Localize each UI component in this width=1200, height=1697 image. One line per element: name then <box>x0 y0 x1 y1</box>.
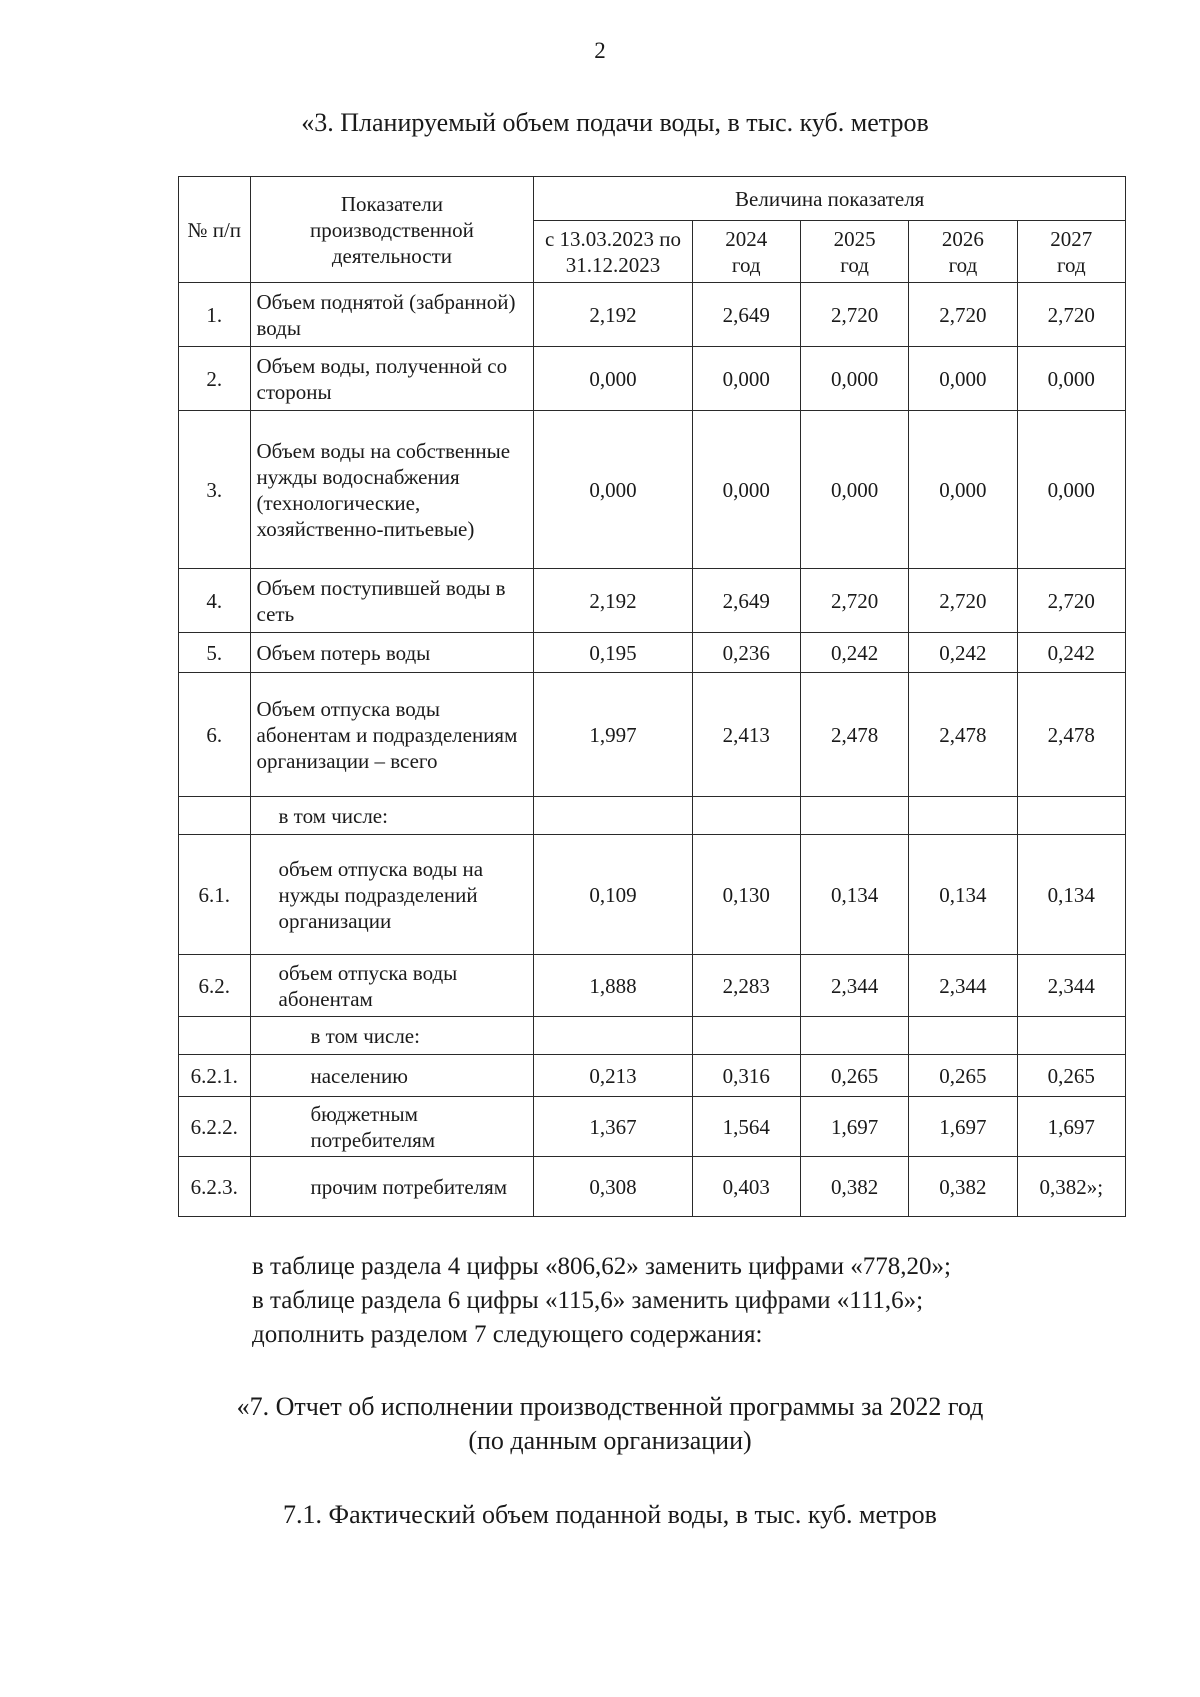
row-value <box>1017 1017 1125 1055</box>
row-name: бюджетным потребителям <box>250 1097 534 1157</box>
header-period: 2025 год <box>800 221 908 283</box>
row-name: прочим потребителям <box>250 1157 534 1217</box>
amendment-line: в таблице раздела 6 цифры «115,6» заменить цифрами «111,6»; <box>252 1287 924 1314</box>
row-value: 0,000 <box>534 347 692 411</box>
row-value: 0,000 <box>800 347 908 411</box>
table-row <box>179 1097 1126 1157</box>
row-value <box>1017 797 1125 835</box>
row-value: 1,367 <box>534 1097 692 1157</box>
row-value: 2,649 <box>692 283 800 347</box>
row-value: 2,344 <box>1017 955 1125 1017</box>
row-name: объем отпуска воды на нужды подразделений организации <box>250 835 534 955</box>
table-row <box>179 569 1126 633</box>
row-value: 0,382 <box>909 1157 1017 1217</box>
section-7-title-line: «7. Отчет об исполнении производственной программы за 2022 год <box>236 1392 984 1421</box>
row-name: Объем потерь воды <box>250 633 534 673</box>
row-value: 0,403 <box>692 1157 800 1217</box>
table-row <box>179 1055 1126 1097</box>
row-value <box>692 1017 800 1055</box>
row-value: 0,308 <box>534 1157 692 1217</box>
row-value: 0,242 <box>909 633 1017 673</box>
row-value: 0,213 <box>534 1055 692 1097</box>
row-value: 2,720 <box>1017 569 1125 633</box>
row-value: 0,265 <box>909 1055 1017 1097</box>
header-value-group: Величина показателя <box>534 177 1126 221</box>
row-name: Объем поступившей воды в сеть <box>250 569 534 633</box>
row-value: 2,649 <box>692 569 800 633</box>
page-number: 2 <box>594 38 606 63</box>
header-num: № п/п <box>179 177 251 283</box>
row-value: 2,720 <box>909 283 1017 347</box>
row-value: 0,195 <box>534 633 692 673</box>
row-value: 2,344 <box>909 955 1017 1017</box>
row-name: Объем отпуска воды абонентам и подразделениям организации – всего <box>250 673 534 797</box>
table-row <box>179 1157 1126 1217</box>
row-value: 1,697 <box>800 1097 908 1157</box>
row-value: 2,478 <box>800 673 908 797</box>
row-value <box>534 797 692 835</box>
row-value: 0,265 <box>800 1055 908 1097</box>
row-name: населению <box>250 1055 534 1097</box>
row-value: 0,000 <box>909 347 1017 411</box>
row-value: 1,697 <box>909 1097 1017 1157</box>
row-num: 6.1. <box>179 835 251 955</box>
row-value: 1,997 <box>534 673 692 797</box>
row-value: 0,382»; <box>1017 1157 1125 1217</box>
row-value: 2,344 <box>800 955 908 1017</box>
row-num: 6. <box>179 673 251 797</box>
row-value: 2,720 <box>800 283 908 347</box>
row-name: в том числе: <box>250 797 534 835</box>
table-heading: «3. Планируемый объем подачи воды, в тыс. куб. метров <box>301 108 929 137</box>
amendment-line: в таблице раздела 4 цифры «806,62» заменить цифрами «778,20»; <box>252 1253 951 1280</box>
amendment-line: дополнить разделом 7 следующего содержания: <box>252 1321 763 1348</box>
header-indicators: Показатели производственной деятельности <box>250 177 534 283</box>
row-value: 2,720 <box>800 569 908 633</box>
row-value: 0,000 <box>534 411 692 569</box>
row-name: Объем воды, полученной со стороны <box>250 347 534 411</box>
row-name: Объем воды на собственные нужды водоснабжения (технологические, хозяйственно-питьевые) <box>250 411 534 569</box>
row-num: 3. <box>179 411 251 569</box>
row-name: в том числе: <box>250 1017 534 1055</box>
row-value: 1,564 <box>692 1097 800 1157</box>
row-value: 2,413 <box>692 673 800 797</box>
section-7-title <box>0 1390 1200 1458</box>
row-num <box>179 1017 251 1055</box>
row-value: 0,000 <box>1017 411 1125 569</box>
row-value: 2,478 <box>909 673 1017 797</box>
amendment-text <box>252 1250 951 1352</box>
section-7-1-title: 7.1. Фактический объем поданной воды, в тыс. куб. метров <box>283 1500 937 1529</box>
row-value: 0,242 <box>800 633 908 673</box>
row-value: 0,000 <box>1017 347 1125 411</box>
water-supply-table <box>178 176 1126 1217</box>
table-row <box>179 411 1126 569</box>
row-value: 0,265 <box>1017 1055 1125 1097</box>
row-num: 4. <box>179 569 251 633</box>
row-value: 1,888 <box>534 955 692 1017</box>
header-period: 2027 год <box>1017 221 1125 283</box>
row-value: 2,720 <box>1017 283 1125 347</box>
table-row <box>179 797 1126 835</box>
row-value: 2,192 <box>534 283 692 347</box>
row-value: 0,242 <box>1017 633 1125 673</box>
row-value: 0,316 <box>692 1055 800 1097</box>
row-value <box>909 1017 1017 1055</box>
row-num: 6.2.2. <box>179 1097 251 1157</box>
row-value: 2,478 <box>1017 673 1125 797</box>
row-num: 6.2.1. <box>179 1055 251 1097</box>
table-row <box>179 673 1126 797</box>
row-value: 1,697 <box>1017 1097 1125 1157</box>
header-period: с 13.03.2023 по 31.12.2023 <box>534 221 692 283</box>
row-value: 0,236 <box>692 633 800 673</box>
row-value: 0,000 <box>909 411 1017 569</box>
header-period: 2026 год <box>909 221 1017 283</box>
header-period: 2024 год <box>692 221 800 283</box>
row-value: 2,283 <box>692 955 800 1017</box>
row-value <box>800 797 908 835</box>
row-num: 1. <box>179 283 251 347</box>
row-value: 0,134 <box>909 835 1017 955</box>
row-value <box>909 797 1017 835</box>
row-name: Объем поднятой (забранной) воды <box>250 283 534 347</box>
row-num: 5. <box>179 633 251 673</box>
table-row <box>179 283 1126 347</box>
row-value: 2,192 <box>534 569 692 633</box>
table-row <box>179 1017 1126 1055</box>
row-value: 0,109 <box>534 835 692 955</box>
row-value: 2,720 <box>909 569 1017 633</box>
row-value <box>534 1017 692 1055</box>
table-row <box>179 955 1126 1017</box>
row-value <box>692 797 800 835</box>
table-row <box>179 835 1126 955</box>
row-value: 0,000 <box>692 411 800 569</box>
row-num <box>179 797 251 835</box>
row-value: 0,382 <box>800 1157 908 1217</box>
row-value: 0,000 <box>692 347 800 411</box>
row-value: 0,000 <box>800 411 908 569</box>
row-value: 0,134 <box>800 835 908 955</box>
row-name: объем отпуска воды абонентам <box>250 955 534 1017</box>
row-value: 0,130 <box>692 835 800 955</box>
table-row <box>179 633 1126 673</box>
table-row <box>179 347 1126 411</box>
row-num: 6.2. <box>179 955 251 1017</box>
section-7-subtitle: (по данным организации) <box>468 1426 752 1455</box>
row-num: 2. <box>179 347 251 411</box>
row-num: 6.2.3. <box>179 1157 251 1217</box>
row-value <box>800 1017 908 1055</box>
row-value: 0,134 <box>1017 835 1125 955</box>
